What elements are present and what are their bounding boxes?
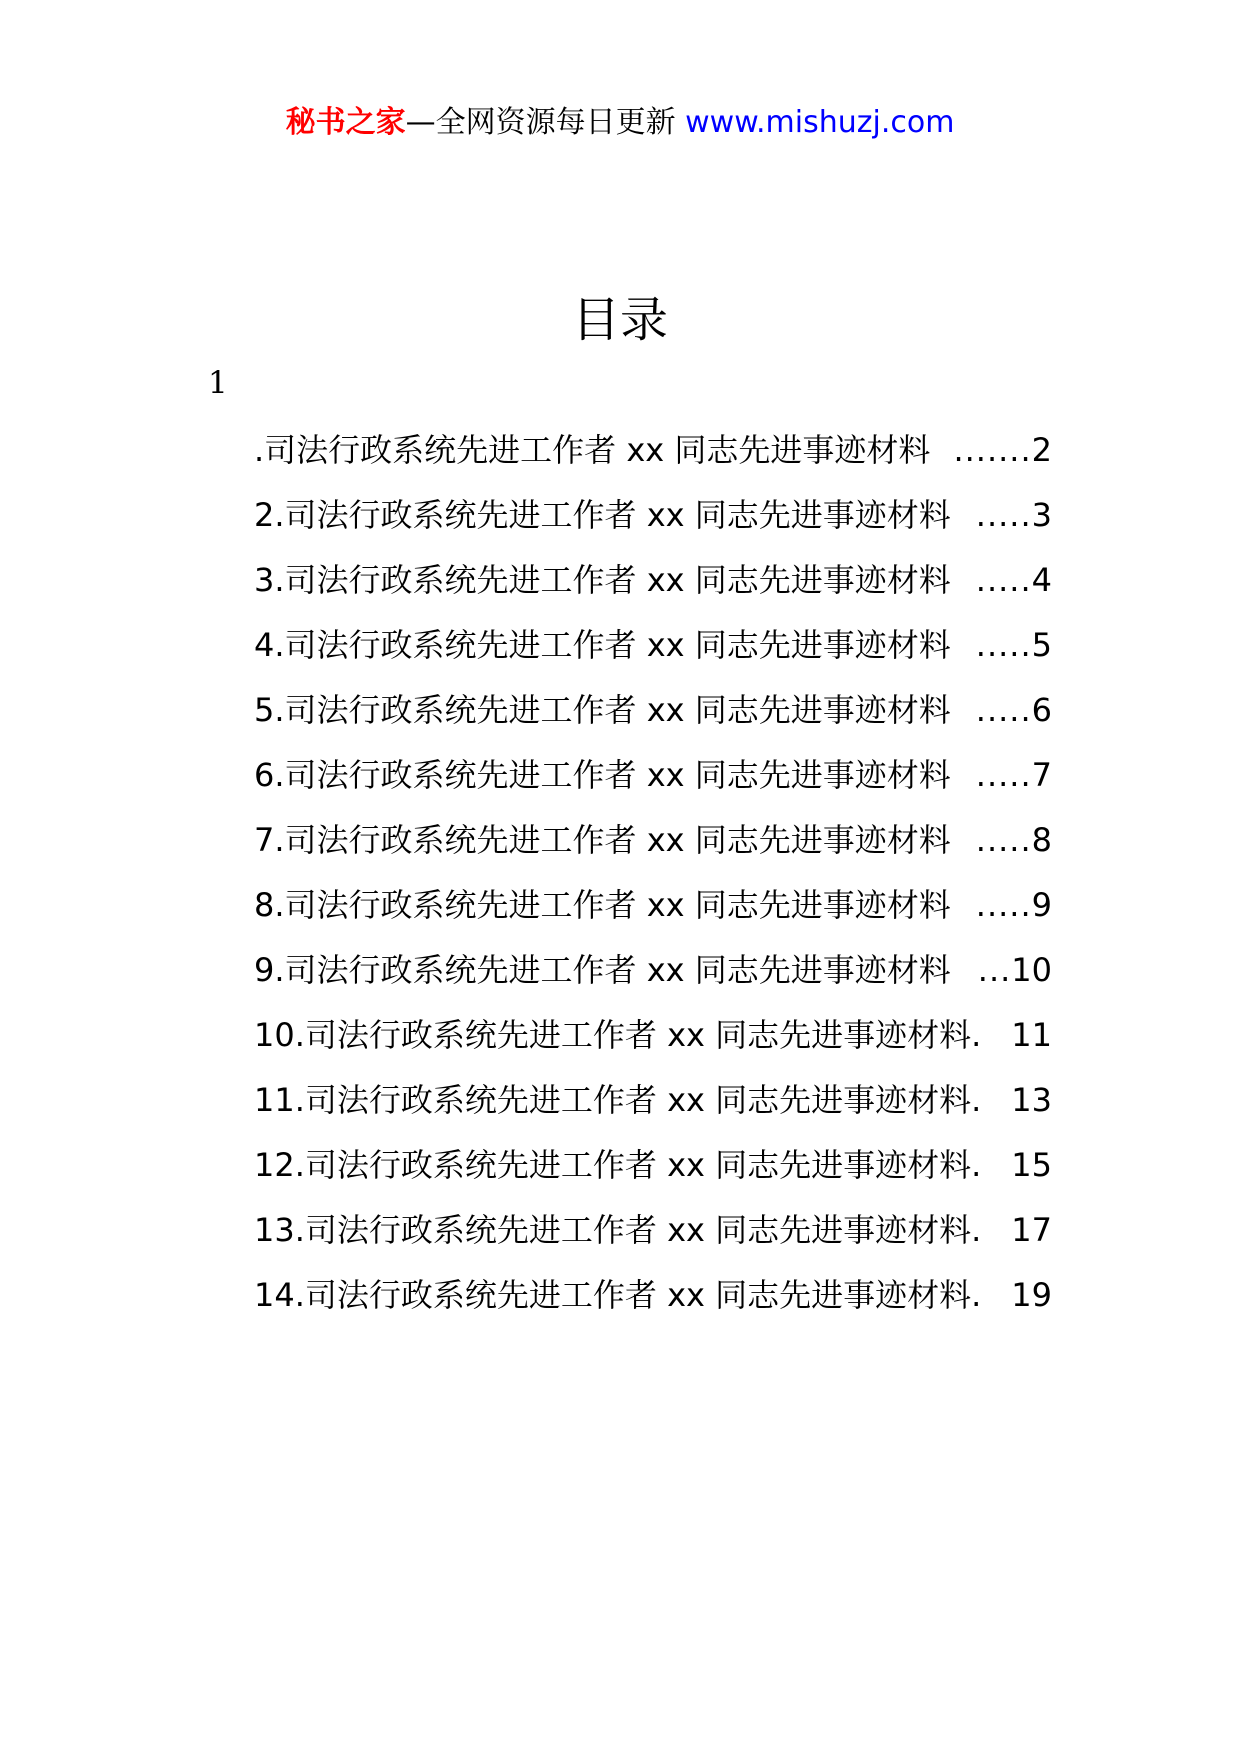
toc-entry (254, 418, 1052, 483)
toc-entry (254, 613, 1052, 678)
toc-page-number: 2 (1031, 431, 1052, 469)
toc-page-number: 13 (1011, 1081, 1052, 1119)
toc-dot-leader: . (971, 1146, 983, 1184)
toc-dot-leader: ... (977, 951, 1012, 989)
toc-entry-label: 14.司法行政系统先进工作者 xx 同志先进事迹材料 (254, 1276, 972, 1314)
toc-lead-number: 1 (208, 365, 228, 401)
toc-entry-label: .司法行政系统先进工作者 xx 同志先进事迹材料 (254, 431, 931, 469)
toc-entry-label: 7.司法行政系统先进工作者 xx 同志先进事迹材料 (254, 821, 951, 859)
toc-page-number: 10 (1011, 951, 1052, 989)
toc-dot-leader: . (971, 1211, 983, 1249)
toc-entry-label: 10.司法行政系统先进工作者 xx 同志先进事迹材料 (254, 1016, 972, 1054)
toc-dot-leader: . (971, 1276, 983, 1314)
toc-page-number: 8 (1031, 821, 1052, 859)
toc-entry-label: 5.司法行政系统先进工作者 xx 同志先进事迹材料 (254, 691, 951, 729)
toc-entry-label: 3.司法行政系统先进工作者 xx 同志先进事迹材料 (254, 561, 951, 599)
toc-dot-leader: ..... (975, 756, 1032, 794)
toc-title: 目录 (571, 292, 668, 348)
banner-tagline: —全网资源每日更新 (405, 105, 686, 140)
toc-page-number: 19 (1011, 1276, 1052, 1314)
site-banner (0, 104, 1240, 142)
toc-page-number: 3 (1031, 496, 1052, 534)
toc-entry (254, 483, 1052, 548)
toc-dot-leader: ..... (975, 821, 1032, 859)
toc-entry-label: 2.司法行政系统先进工作者 xx 同志先进事迹材料 (254, 496, 951, 534)
toc-list (254, 418, 1052, 1328)
toc-dot-leader: ....... (953, 431, 1032, 469)
toc-entry (254, 1198, 1052, 1263)
toc-entry-label: 8.司法行政系统先进工作者 xx 同志先进事迹材料 (254, 886, 951, 924)
toc-page-number: 7 (1031, 756, 1052, 794)
toc-entry (254, 873, 1052, 938)
toc-page-number: 11 (1011, 1016, 1052, 1054)
toc-entry (254, 1068, 1052, 1133)
toc-dot-leader: ..... (975, 496, 1032, 534)
toc-dot-leader: ..... (975, 561, 1032, 599)
toc-page-number: 4 (1031, 561, 1052, 599)
toc-entry (254, 1263, 1052, 1328)
toc-page-number: 6 (1031, 691, 1052, 729)
toc-dot-leader: ..... (975, 626, 1032, 664)
toc-entry-label: 11.司法行政系统先进工作者 xx 同志先进事迹材料 (254, 1081, 972, 1119)
toc-entry (254, 678, 1052, 743)
toc-entry-label: 6.司法行政系统先进工作者 xx 同志先进事迹材料 (254, 756, 951, 794)
brand-name: 秘书之家 (285, 105, 406, 140)
toc-entry-label: 9.司法行政系统先进工作者 xx 同志先进事迹材料 (254, 951, 951, 989)
toc-dot-leader: ..... (975, 886, 1032, 924)
toc-entry (254, 548, 1052, 613)
toc-entry-label: 12.司法行政系统先进工作者 xx 同志先进事迹材料 (254, 1146, 972, 1184)
toc-page-number: 15 (1011, 1146, 1052, 1184)
toc-dot-leader: . (971, 1081, 983, 1119)
toc-page-number: 17 (1011, 1211, 1052, 1249)
site-url: www.mishuzj.com (685, 105, 955, 140)
toc-entry-label: 13.司法行政系统先进工作者 xx 同志先进事迹材料 (254, 1211, 972, 1249)
toc-entry-label: 4.司法行政系统先进工作者 xx 同志先进事迹材料 (254, 626, 951, 664)
toc-dot-leader: ..... (975, 691, 1032, 729)
toc-entry (254, 1003, 1052, 1068)
toc-page-number: 9 (1031, 886, 1052, 924)
toc-entry (254, 1133, 1052, 1198)
toc-dot-leader: . (971, 1016, 983, 1054)
toc-entry (254, 938, 1052, 1003)
toc-entry (254, 743, 1052, 808)
toc-page-number: 5 (1031, 626, 1052, 664)
toc-entry (254, 808, 1052, 873)
